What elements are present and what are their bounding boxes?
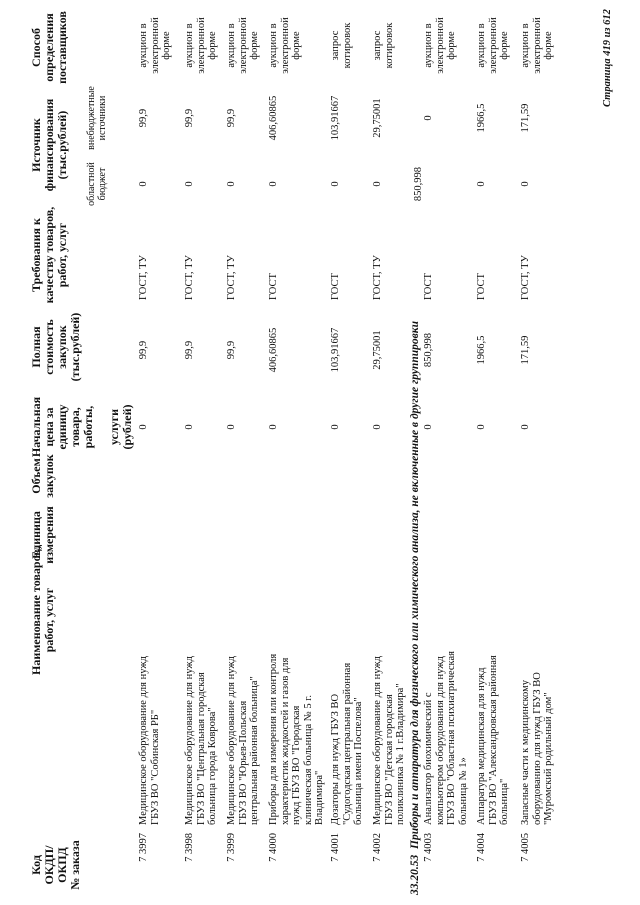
row-quality: ГОСТ, ТУ	[372, 255, 383, 300]
row-cost: 1966,5	[476, 335, 487, 365]
header-funding-regional: областной бюджет	[86, 162, 108, 206]
row-price: 0	[476, 424, 487, 430]
header-cost: Полная стоимость закупок (тыс.рублей)	[29, 312, 82, 382]
row-code: 7 4003	[423, 833, 434, 862]
row-quality: ГОСТ, ТУ	[184, 255, 195, 300]
row-price: 0	[372, 424, 383, 430]
row-regional: 0	[520, 181, 531, 187]
row-cost: 99,9	[184, 340, 195, 360]
header-method: Способ определения поставщиков	[29, 11, 69, 84]
row-quality: ГОСТ, ТУ	[226, 255, 237, 300]
row-name: Запасные части к медицинскому оборудованию для нужд ГБУЗ ВО "Муромский родильный дом"	[520, 672, 554, 825]
row-name: Медицинское оборудование для нужд ГБУЗ ВО "Собинская РБ"	[138, 656, 161, 825]
row-code: 7 3998	[184, 833, 195, 862]
row-extra: 99,9	[138, 108, 149, 128]
header-code: Код ОКДП/ ОКПД № заказа	[29, 840, 82, 890]
row-price: 0	[138, 424, 149, 430]
row-extra: 0	[423, 115, 434, 121]
row-price: 0	[226, 424, 237, 430]
row-code: 7 4004	[476, 833, 487, 862]
row-quality: ГОСТ, ТУ	[138, 255, 149, 300]
row-cost: 850,998	[423, 332, 434, 368]
row-name: Медицинское оборудование для нужд ГБУЗ ВО "Центральная городская больница города Коврова"	[184, 656, 218, 825]
row-regional: 0	[476, 181, 487, 187]
row-extra: 103,91667	[330, 95, 341, 141]
row-price: 0	[330, 424, 341, 430]
row-name: Анализатор биохимический с компьютером оборудования для нужд ГБУЗ ВО "Областная психиатрическая больница № 1»	[423, 651, 469, 825]
row-method: аукцион в электронной форме	[520, 17, 554, 74]
row-regional: 0	[184, 181, 195, 187]
row-price: 0	[184, 424, 195, 430]
row-quality: ГОСТ	[423, 273, 434, 300]
row-cost: 29,75001	[372, 330, 383, 370]
row-cost: 99,9	[138, 340, 149, 360]
row-method: запрос котировок	[372, 22, 395, 69]
row-code: 7 3997	[138, 833, 149, 862]
row-quality: ГОСТ	[476, 273, 487, 300]
header-name: Наименование товаров, работ, услуг	[29, 546, 56, 675]
row-name: Медицинское оборудование для нужд ГБУЗ ВО "Детская городская поликлиника № 1 г.Владимира"	[372, 656, 406, 825]
row-code: 7 4002	[372, 833, 383, 862]
row-name: Дозаторы для нужд ГБУЗ ВО "Судогодская центральная районная больница имени Поспелова"	[330, 662, 364, 825]
row-regional: 850,998	[413, 166, 424, 202]
row-regional: 0	[372, 181, 383, 187]
row-regional: 0	[330, 181, 341, 187]
row-quality: ГОСТ	[268, 273, 279, 300]
row-regional: 0	[268, 181, 279, 187]
row-extra: 406,60865	[268, 95, 279, 141]
row-cost: 99,9	[226, 340, 237, 360]
row-extra: 99,9	[226, 108, 237, 128]
row-extra: 171,59	[520, 103, 531, 133]
row-method: аукцион в электронной форме	[226, 17, 260, 74]
row-method: аукцион в электронной форме	[423, 17, 457, 74]
header-quality: Требования к качеству товаров, работ, услуг	[29, 206, 69, 304]
header-funding: Источник финансирования (тыс.рублей)	[29, 98, 69, 192]
group-heading: 33.20.53 Приборы и аппаратура для физического или химического анализа, не включенные в другие группировки	[409, 321, 421, 895]
row-cost: 171,59	[520, 335, 531, 365]
row-method: аукцион в электронной форме	[268, 17, 302, 74]
row-cost: 103,91667	[330, 327, 341, 373]
row-extra: 29,75001	[372, 98, 383, 138]
row-extra: 99,9	[184, 108, 195, 128]
row-method: аукцион в электронной форме	[138, 17, 172, 74]
row-quality: ГОСТ, ТУ	[520, 255, 531, 300]
header-volume: Объем закупок	[29, 454, 56, 498]
row-code: 7 3999	[226, 833, 237, 862]
page-number: Страница 419 из 612	[602, 9, 613, 107]
row-regional: 0	[226, 181, 237, 187]
header-unit: Единица измерения	[29, 506, 56, 564]
row-cost: 406,60865	[268, 327, 279, 373]
row-price: 0	[423, 424, 434, 430]
row-price: 0	[268, 424, 279, 430]
row-method: запрос котировок	[330, 22, 353, 69]
row-quality: ГОСТ	[330, 273, 341, 300]
row-code: 7 4005	[520, 833, 531, 862]
row-method: аукцион в электронной форме	[476, 17, 510, 74]
header-funding-extra: внебюджетные источники	[86, 86, 108, 150]
row-code: 7 4001	[330, 833, 341, 862]
row-code: 7 4000	[268, 833, 279, 862]
row-name: Аппаратура медицинская для нужд ГБУЗ ВО "Александровская районная больница"	[476, 655, 510, 825]
row-name: Приборы для измерения или контроля характеристик жидкостей и газов для нужд ГБУЗ ВО "Городская клиническая больница № 5 г. Владимира"	[268, 653, 325, 825]
row-name: Медицинское оборудование для нужд ГБУЗ ВО "Юрьев-Польская центральная районная больница"	[226, 656, 260, 825]
header-price: Начальная цена за единицу товара, работы, услуги (рублей)	[29, 396, 134, 458]
row-regional: 0	[138, 181, 149, 187]
row-price: 0	[520, 424, 531, 430]
row-method: аукцион в электронной форме	[184, 17, 218, 74]
row-extra: 1966,5	[476, 103, 487, 133]
